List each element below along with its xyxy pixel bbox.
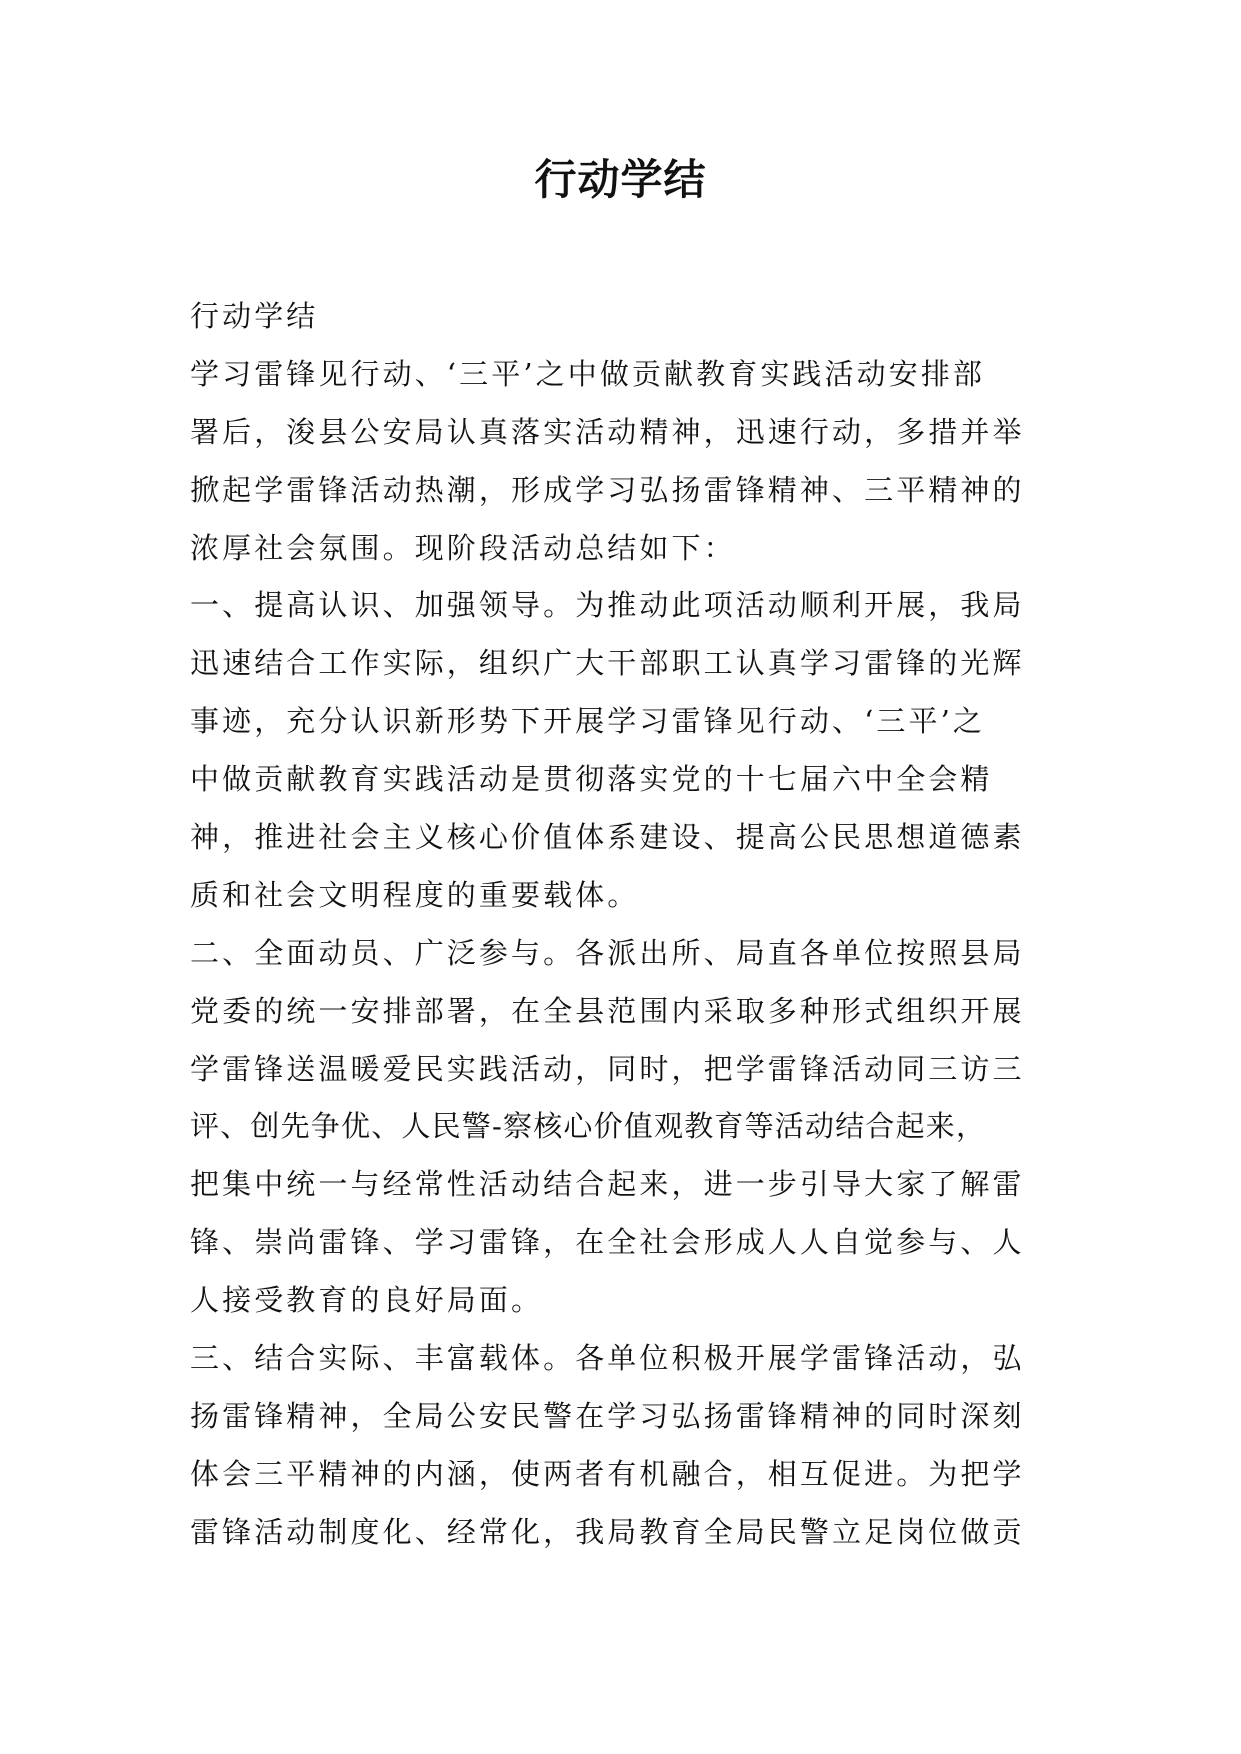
body-line: 迅速结合工作实际，组织广大干部职工认真学习雷锋的光辉: [190, 646, 1025, 681]
body-line: 行动学结: [190, 299, 319, 333]
body-line: 一、提高认识、加强领导。为推动此项活动顺利开展，我局: [190, 588, 1025, 623]
body-line: 学习雷锋见行动、‘三平’之中做贡献教育实践活动安排部: [190, 356, 986, 391]
document-body: [190, 288, 1050, 1562]
body-line: 扬雷锋精神，全局公安民警在学习弘扬雷锋精神的同时深刻: [190, 1398, 1025, 1433]
body-line: 二、全面动员、广泛参与。各派出所、局直各单位按照县局: [190, 935, 1025, 970]
body-line: 雷锋活动制度化、经常化，我局教育全局民警立足岗位做贡: [190, 1514, 1025, 1549]
body-line: 党委的统一安排部署，在全县范围内采取多种形式组织开展: [190, 993, 1025, 1028]
body-line: 三、结合实际、丰富载体。各单位积极开展学雷锋活动，弘: [190, 1341, 1025, 1376]
body-line: 体会三平精神的内涵，使两者有机融合，相互促进。为把学: [190, 1456, 1025, 1491]
document-title: 行动学结: [534, 155, 707, 204]
body-line: 神，推进社会主义核心价值体系建设、提高公民思想道德素: [190, 820, 1025, 855]
body-line: 学雷锋送温暖爱民实践活动，同时，把学雷锋活动同三访三: [190, 1051, 1025, 1086]
body-line: 浓厚社会氛围。现阶段活动总结如下：: [190, 530, 736, 565]
body-line: 把集中统一与经常性活动结合起来，进一步引导大家了解雷: [190, 1167, 1025, 1202]
body-line: 掀起学雷锋活动热潮，形成学习弘扬雷锋精神、三平精神的: [190, 472, 1025, 507]
body-line: 署后，浚县公安局认真落实活动精神，迅速行动，多措并举: [190, 414, 1025, 449]
body-line: 锋、崇尚雷锋、学习雷锋，在全社会形成人人自觉参与、人: [190, 1225, 1025, 1260]
body-line: 人接受教育的良好局面。: [190, 1283, 544, 1318]
body-line: 事迹，充分认识新形势下开展学习雷锋见行动、‘三平’之: [190, 704, 986, 739]
body-line: 中做贡献教育实践活动是贯彻落实党的十七届六中全会精: [190, 762, 993, 797]
body-line: 评、创先争优、人民警-察核心价值观教育等活动结合起来，: [190, 1109, 987, 1144]
body-line: 质和社会文明程度的重要载体。: [190, 877, 640, 912]
